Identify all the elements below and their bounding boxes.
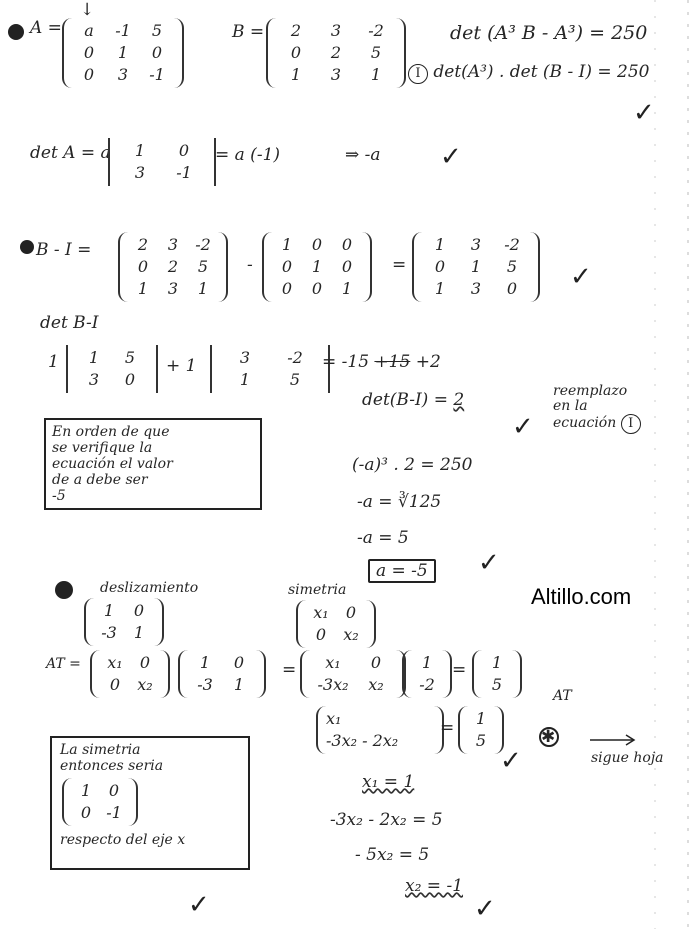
matrix-cell: 3 <box>470 235 482 254</box>
matrix-cell: 1 <box>103 601 115 620</box>
matrix-cell: x₂ <box>368 675 384 694</box>
check-mark: ✓ <box>500 746 522 776</box>
column-vector-2 <box>458 706 504 754</box>
matrix-cell: 1 <box>197 279 209 298</box>
item-bullet-3 <box>55 581 73 599</box>
matrix-cell: 0 <box>108 781 120 801</box>
matrix-cell: x₂ <box>137 675 153 694</box>
note-line: ecuación el valor <box>52 456 173 473</box>
matrix-cell: 5 <box>197 257 209 276</box>
minor-cell: 5 <box>124 348 136 367</box>
matrix-cell: 1 <box>133 623 145 642</box>
det-bi-coef1: 1 <box>48 352 59 372</box>
minor-cell: 1 <box>88 348 100 367</box>
minor-cell: 3 <box>88 370 100 389</box>
matrix-cell: 0 <box>341 257 353 276</box>
matrix-cell: 0 <box>341 235 353 254</box>
mult-matrix-2 <box>178 650 266 698</box>
symmetry-matrix <box>62 778 138 826</box>
at-label: AT = <box>46 656 81 672</box>
continue-note: sigue hoja <box>591 750 664 766</box>
solve-line-1: (-a)³ . 2 = 250 <box>352 455 473 475</box>
matrix-cell: 0 <box>311 235 323 254</box>
mult-equals: = <box>282 660 297 680</box>
solve-line-2: -a = ∛125 <box>357 492 442 512</box>
vector-cell: x₁ <box>326 709 342 728</box>
vector-cell: 1 <box>421 653 433 672</box>
matrix-b-label: B = <box>232 22 265 42</box>
matrix-cell: 3 <box>167 235 179 254</box>
det-a-arrow: ⇒ -a <box>345 145 381 165</box>
matrix-b-cell: 3 <box>330 21 342 40</box>
matrix-b-cell: 2 <box>330 43 342 62</box>
matrix-cell: x₁ <box>325 653 341 672</box>
matrix-a-cell: a <box>84 21 94 40</box>
matrix-cell: 0 <box>133 601 145 620</box>
site-watermark: Altillo.com <box>531 584 632 609</box>
expansion-part: = -15 <box>322 352 375 372</box>
column-vector-equals: = <box>440 718 455 738</box>
matrix-b-cell: -2 <box>368 21 384 40</box>
check-mark: ✓ <box>512 412 534 442</box>
note-box-a-value <box>44 418 262 510</box>
det-bi-minor1 <box>66 345 158 393</box>
simetria-label: simetria <box>288 582 347 598</box>
note-line: respecto del eje x <box>60 832 186 849</box>
check-mark: ✓ <box>474 894 496 924</box>
matrix-cell: -2 <box>504 235 520 254</box>
check-mark: ✓ <box>633 98 655 128</box>
vector-cell: -3x₂ - 2x₂ <box>326 731 399 750</box>
equation-line-1: -3x₂ - 2x₂ = 5 <box>330 810 443 830</box>
minor-cell: 3 <box>239 348 251 367</box>
check-mark: ✓ <box>478 548 500 578</box>
matrix-cell: 2 <box>137 235 149 254</box>
equation-i-text: det(A³) . det (B - I) = 250 <box>433 62 650 82</box>
equation-i-marker: I <box>408 64 428 84</box>
matrix-cell: 1 <box>311 257 323 276</box>
det-bi-minor2 <box>210 345 330 393</box>
matrix-cell: 1 <box>233 675 245 694</box>
matrix-a-cell: 0 <box>151 43 163 62</box>
x1-value <box>362 772 414 792</box>
matrix-cell: 0 <box>315 625 327 644</box>
equation-i-marker: I <box>621 414 641 434</box>
matrix-cell: 0 <box>109 675 121 694</box>
matrix-cell: -2 <box>195 235 211 254</box>
matrix-cell: x₁ <box>313 603 329 622</box>
note-line: entonces seria <box>60 758 164 775</box>
det-a-cell: 0 <box>178 141 190 160</box>
item-bullet-1 <box>8 24 24 40</box>
matrix-b-cell: 5 <box>370 43 382 62</box>
b-minus-i-minus: - <box>247 255 253 275</box>
deslizamiento-matrix <box>84 598 164 646</box>
matrix-a <box>62 18 184 88</box>
matrix-cell: 1 <box>470 257 482 276</box>
minor-cell: -2 <box>287 348 303 367</box>
b-minus-i-label: B - I = <box>36 240 92 260</box>
matrix-a-label: A = <box>30 18 62 38</box>
matrix-cell: -3 <box>197 675 213 694</box>
det-bi-expansion <box>322 352 441 372</box>
simetria-matrix <box>296 600 376 648</box>
replace-note-line: reemplazo <box>553 383 628 399</box>
matrix-cell: -3x₂ <box>317 675 349 694</box>
matrix-cell: 1 <box>199 653 211 672</box>
replace-note <box>553 384 641 434</box>
matrix-cell: 0 <box>281 257 293 276</box>
det-bi-plus: + 1 <box>166 356 197 376</box>
b-minus-i-result <box>412 232 540 302</box>
identity-matrix <box>262 232 372 302</box>
matrix-cell: 1 <box>281 235 293 254</box>
matrix-b-cell: 1 <box>370 65 382 84</box>
det-bi-result <box>362 390 464 410</box>
vector-equals: = <box>452 660 467 680</box>
det-a-label: det A = a <box>30 143 111 163</box>
matrix-a-cell: 0 <box>83 65 95 84</box>
mult-product <box>300 650 406 698</box>
x2-line: x₂ = -1 <box>405 876 464 896</box>
solve-line-4 <box>368 561 436 581</box>
column-vector <box>316 706 444 754</box>
matrix-cell: 5 <box>506 257 518 276</box>
matrix-cell: 3 <box>470 279 482 298</box>
det-a-cell: -1 <box>176 163 192 182</box>
result-value: 2 <box>453 390 465 410</box>
matrix-cell: -3 <box>101 623 117 642</box>
vector-cell: -2 <box>419 675 435 694</box>
matrix-cell: 1 <box>341 279 353 298</box>
note-line: se verifique la <box>52 440 153 457</box>
matrix-cell: 3 <box>167 279 179 298</box>
final-a-value: a = -5 <box>368 559 436 583</box>
vector-cell: 1 <box>475 709 487 728</box>
matrix-a-cell: -1 <box>115 21 131 40</box>
note-line: En orden de que <box>52 424 170 440</box>
matrix-cell: 0 <box>370 653 382 672</box>
vector-1 <box>402 650 452 698</box>
matrix-cell: 2 <box>167 257 179 276</box>
mult-matrix-1 <box>90 650 170 698</box>
vector-cell: 5 <box>491 675 503 694</box>
matrix-b-cell: 2 <box>290 21 302 40</box>
arrow-marker: ↓ <box>80 0 95 20</box>
matrix-cell: 0 <box>233 653 245 672</box>
item-bullet-2 <box>20 240 34 254</box>
b-minus-i-equals: = <box>392 255 407 275</box>
matrix-cell: 0 <box>311 279 323 298</box>
struck-term: +15 <box>374 352 411 372</box>
note-line: -5 <box>52 488 66 505</box>
matrix-b-cell: 3 <box>330 65 342 84</box>
main-equation: det (A³ B - A³) = 250 <box>450 22 648 44</box>
star-mark: ✱ <box>541 727 556 747</box>
at-note: AT <box>553 688 572 704</box>
matrix-cell: x₂ <box>343 625 359 644</box>
matrix-a-cell: 3 <box>117 65 129 84</box>
matrix-a-cell: 5 <box>151 21 163 40</box>
vector-cell: 5 <box>475 731 487 750</box>
deslizamiento-label: deslizamiento <box>100 580 199 596</box>
expansion-part: +2 <box>410 352 441 372</box>
matrix-cell: 0 <box>139 653 151 672</box>
replace-note-line: ecuación I <box>553 414 641 434</box>
result-label: det(B-I) = <box>362 390 448 410</box>
matrix-b <box>266 18 406 88</box>
note-line: La simetria <box>60 742 141 758</box>
solve-line-3: -a = 5 <box>357 528 409 548</box>
minor-cell: 5 <box>289 370 301 389</box>
x1-line: x₁ = 1 <box>362 772 415 792</box>
check-mark: ✓ <box>188 890 210 920</box>
x2-value <box>405 876 463 896</box>
matrix-cell: 0 <box>137 257 149 276</box>
matrix-cell: 1 <box>80 781 92 801</box>
det-bi-label: det B-I <box>40 313 99 333</box>
matrix-cell: 0 <box>281 279 293 298</box>
check-mark: ✓ <box>570 262 592 292</box>
det-a-result: = a (-1) <box>215 145 281 165</box>
matrix-cell: 0 <box>506 279 518 298</box>
matrix-a-cell: -1 <box>149 65 165 84</box>
matrix-cell: 1 <box>434 235 446 254</box>
equation-i <box>408 62 649 84</box>
det-a-determinant <box>108 138 216 186</box>
matrix-cell: 1 <box>137 279 149 298</box>
note-line: de a debe ser <box>52 472 148 489</box>
vector-cell: 1 <box>491 653 503 672</box>
matrix-cell: x₁ <box>107 653 123 672</box>
matrix-a-cell: 0 <box>83 43 95 62</box>
minor-cell: 0 <box>124 370 136 389</box>
matrix-b-cell: 0 <box>290 43 302 62</box>
matrix-cell: 0 <box>434 257 446 276</box>
equation-line-2: - 5x₂ = 5 <box>355 845 430 865</box>
minor-cell: 1 <box>239 370 251 389</box>
replace-note-line: en la <box>553 398 588 414</box>
matrix-a-cell: 1 <box>117 43 129 62</box>
matrix-cell: 0 <box>80 803 92 823</box>
matrix-cell: -1 <box>106 803 122 823</box>
check-mark: ✓ <box>440 142 462 172</box>
matrix-b-cell: 1 <box>290 65 302 84</box>
det-a-cell: 3 <box>134 163 146 182</box>
det-a-cell: 1 <box>134 141 146 160</box>
vector-2 <box>472 650 522 698</box>
b-minus-i-m1 <box>118 232 228 302</box>
note-box-symmetry <box>50 736 250 870</box>
matrix-cell: 1 <box>434 279 446 298</box>
matrix-cell: 0 <box>345 603 357 622</box>
